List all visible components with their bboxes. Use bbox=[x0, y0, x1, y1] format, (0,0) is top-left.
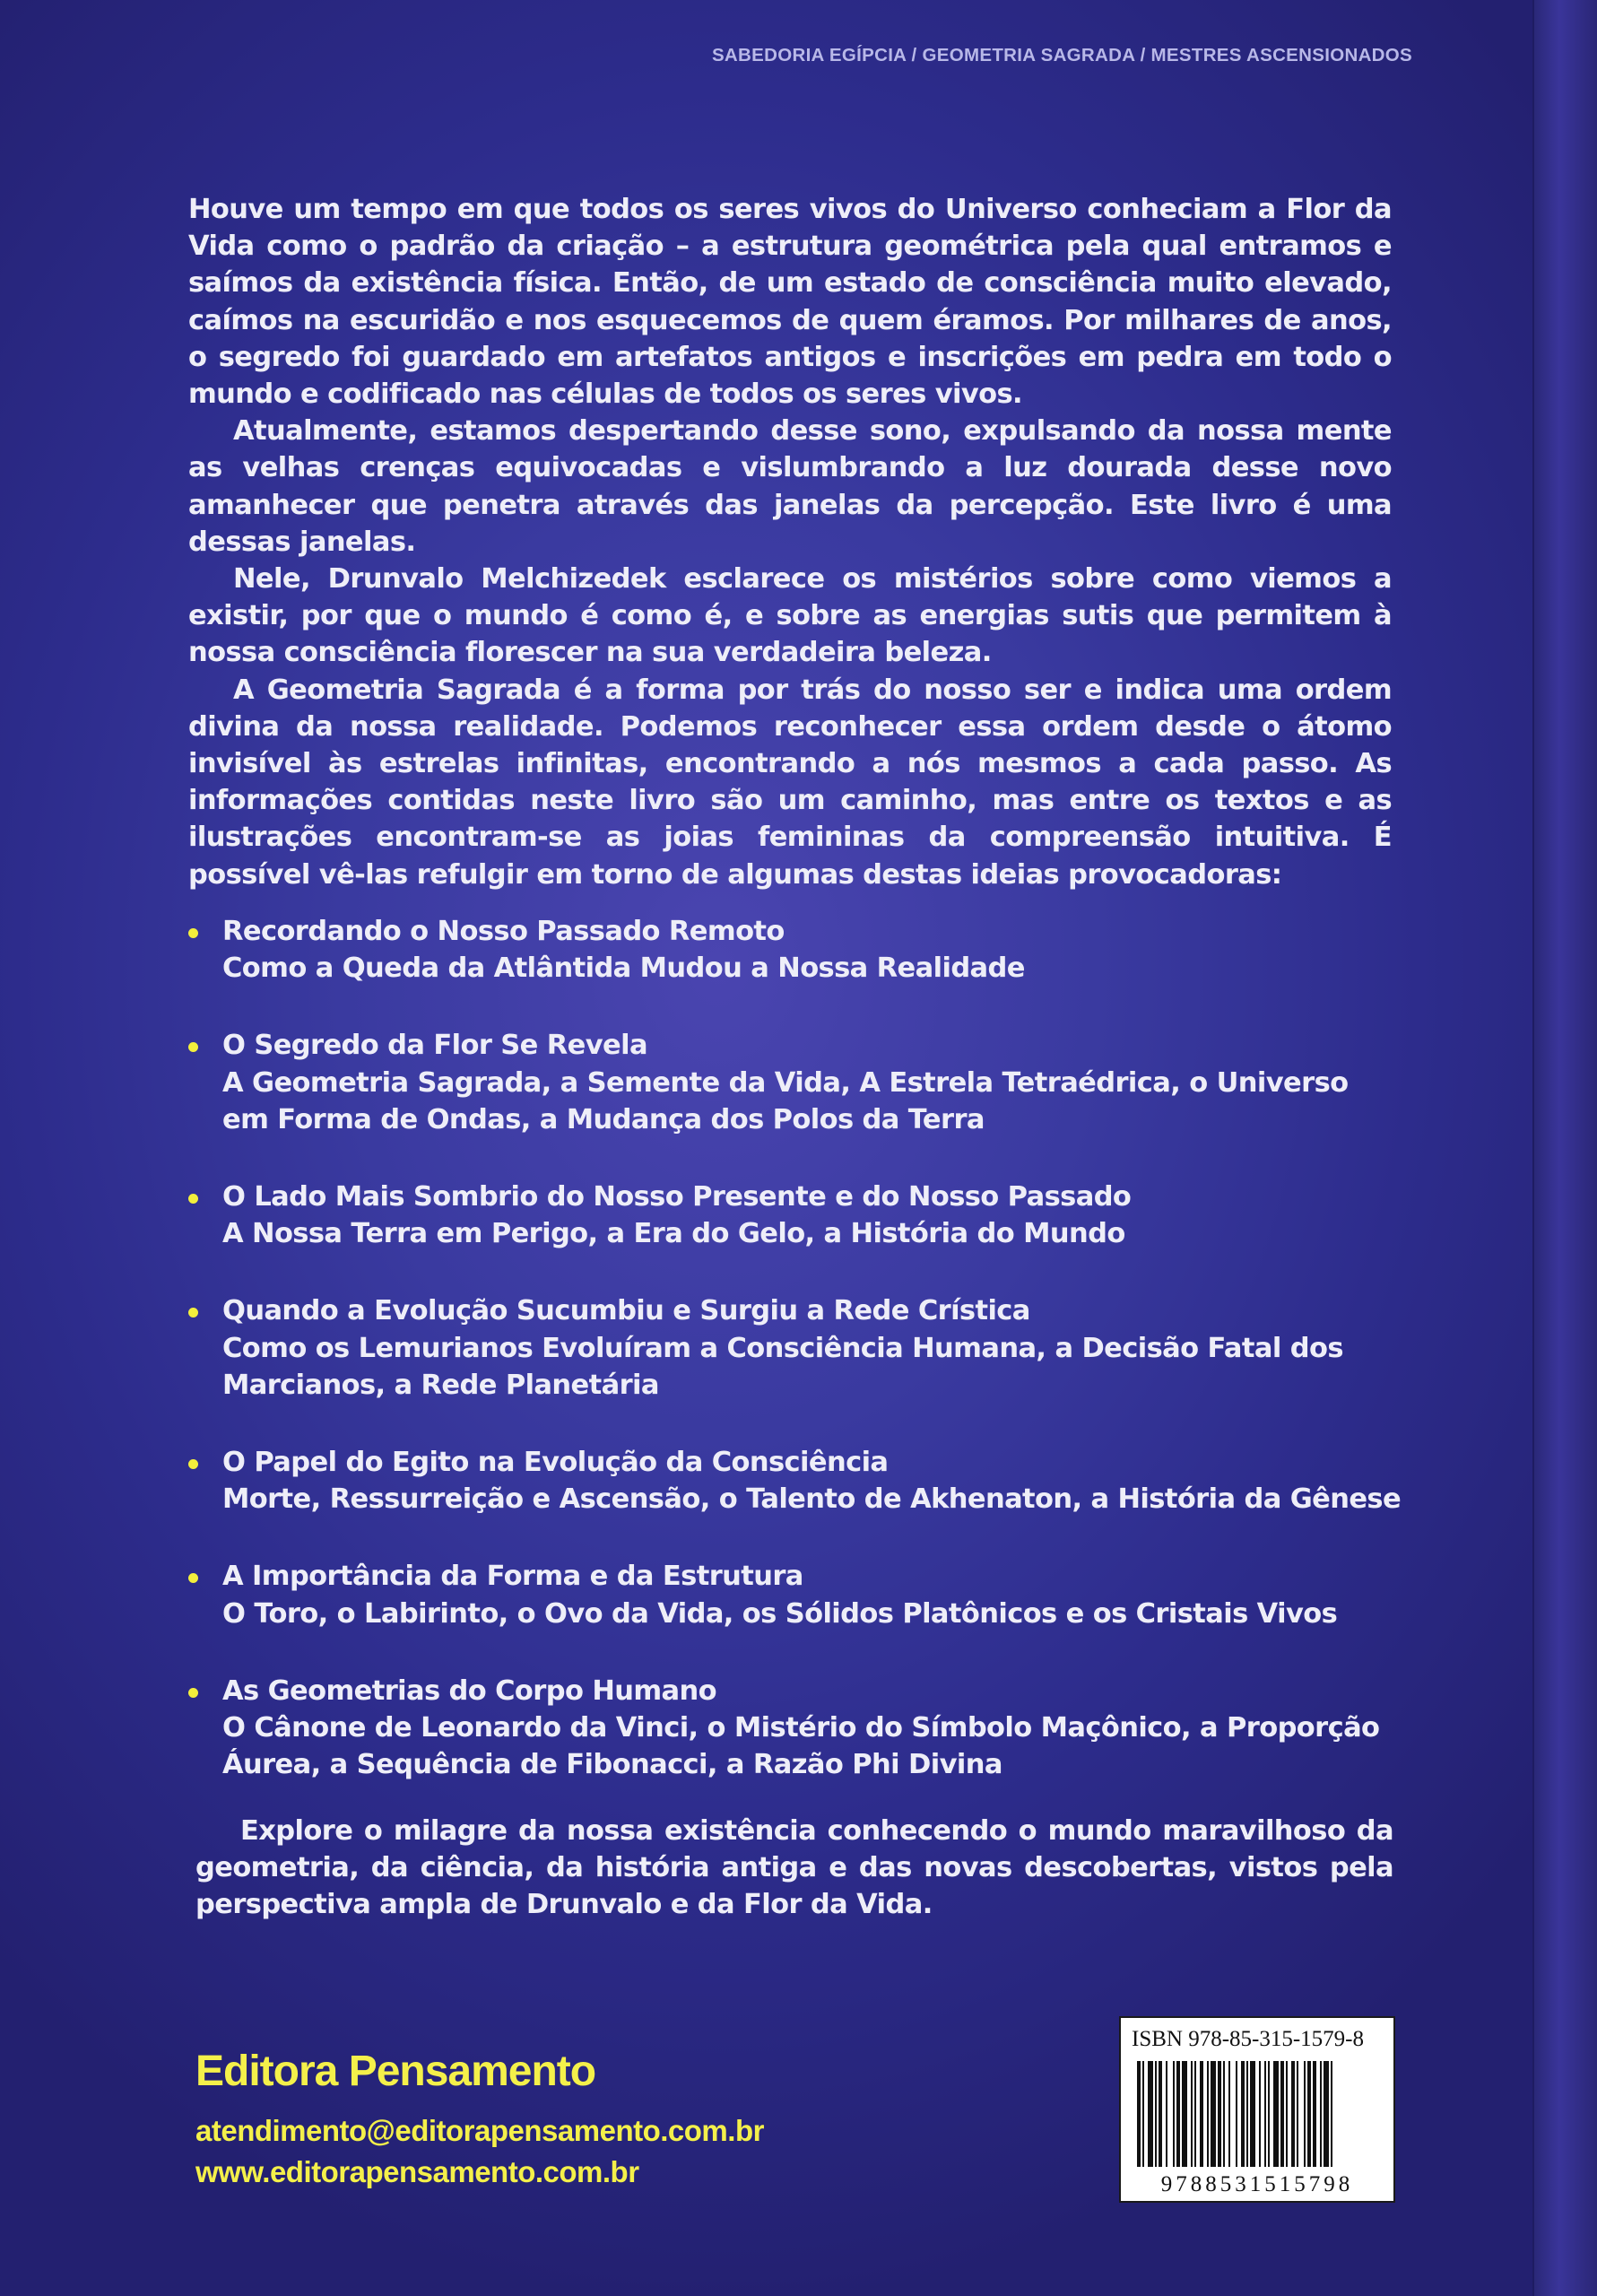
barcode-bar bbox=[1173, 2061, 1175, 2167]
topic-detail: O Cânone de Leonardo da Vinci, o Mistério do Símbolo Maçônico, a Proporção bbox=[222, 1712, 1380, 1744]
publisher-contact bbox=[195, 2110, 764, 2193]
barcode-bar bbox=[1259, 2061, 1261, 2167]
intro-paragraph: Nele, Drunvalo Melchizedek esclarece os mistérios sobre como viemos a existir, por que o mundo é como é, e sobre as energias sutis que permitem à nossa consciência florescer na sua verdadeira beleza. bbox=[188, 563, 1392, 669]
barcode-bar bbox=[1246, 2061, 1248, 2167]
barcode-bar bbox=[1137, 2061, 1141, 2167]
topic-title: O Papel do Egito na Evolução da Consciência bbox=[222, 1447, 889, 1479]
topic-item bbox=[188, 1444, 1426, 1518]
topic-item bbox=[188, 1292, 1426, 1404]
bullet-icon bbox=[188, 1459, 198, 1469]
barcode-bar bbox=[1148, 2061, 1153, 2167]
isbn-barcode bbox=[1119, 2016, 1395, 2203]
barcode-bar bbox=[1223, 2061, 1225, 2167]
topic-detail: Marcianos, a Rede Planetária bbox=[222, 1369, 659, 1401]
barcode-bar bbox=[1236, 2061, 1237, 2167]
bullet-icon bbox=[188, 1688, 198, 1698]
outro-text: Explore o milagre da nossa existência conhecendo o mundo maravilhoso da geometria, da ciência, da história antiga e das novas descobertas, vistos pela perspectiva ampla de Drunvalo e da Flor da Vida. bbox=[195, 1815, 1393, 1921]
topic-detail: A Nossa Terra em Perigo, a Era do Gelo, a História do Mundo bbox=[222, 1218, 1125, 1250]
topic-title: A Importância da Forma e da Estrutura bbox=[222, 1561, 803, 1593]
website-link[interactable]: www.editorapensamento.com.br bbox=[195, 2155, 639, 2188]
bullet-icon bbox=[188, 1042, 198, 1052]
topic-detail: em Forma de Ondas, a Mudança dos Polos da Terra bbox=[222, 1103, 985, 1135]
barcode-bar bbox=[1218, 2061, 1221, 2167]
barcode-bar bbox=[1191, 2061, 1193, 2167]
topic-item bbox=[188, 913, 1426, 987]
topic-item bbox=[188, 1558, 1426, 1631]
barcode-bar bbox=[1200, 2061, 1203, 2167]
barcode-bar bbox=[1331, 2061, 1332, 2167]
barcode-bar bbox=[1286, 2061, 1288, 2167]
barcode-bar bbox=[1228, 2061, 1230, 2167]
barcode-bar bbox=[1207, 2061, 1209, 2167]
barcode-bar bbox=[1313, 2061, 1316, 2167]
barcode-bar bbox=[1291, 2061, 1295, 2167]
isbn-label: ISBN 978-85-315-1579-8 bbox=[1132, 2027, 1365, 2051]
barcode-bar bbox=[1324, 2061, 1329, 2167]
barcode-bar bbox=[1159, 2061, 1162, 2167]
series-line: SABEDORIA EGÍPCIA / GEOMETRIA SAGRADA / MESTRES ASCENSIONADOS bbox=[711, 45, 1412, 65]
barcode-bar bbox=[1250, 2061, 1255, 2167]
barcode-bar bbox=[1241, 2061, 1245, 2167]
barcode-bar bbox=[1155, 2061, 1157, 2167]
topic-detail: Morte, Ressurreição e Ascensão, o Talento de Akhenaton, a História da Gênese bbox=[222, 1483, 1402, 1516]
bullet-icon bbox=[188, 928, 198, 938]
barcode-bars bbox=[1133, 2061, 1384, 2167]
intro-paragraph: Houve um tempo em que todos os seres vivos do Universo conheciam a Flor da Vida como o padrão da criação – a estrutura geométrica pela qual entramos e saímos da existência física. Então, de um estado de consciência muito elevado, caímos na escuridão e nos esquecemos de quem éramos. Por milhares de anos, o segredo foi guardado em artefatos antigos e inscrições em pedra em todo o mundo e codificado nas células de todos os seres vivos. bbox=[188, 194, 1392, 411]
intro-text bbox=[188, 191, 1392, 893]
barcode-digits: 9788531515798 bbox=[1160, 2172, 1354, 2196]
barcode-bar bbox=[1166, 2061, 1167, 2167]
barcode-bar bbox=[1176, 2061, 1180, 2167]
barcode-bar bbox=[1211, 2061, 1216, 2167]
publisher-name: Editora Pensamento bbox=[195, 2048, 596, 2095]
barcode-bar bbox=[1264, 2061, 1266, 2167]
topic-detail: A Geometria Sagrada, a Semente da Vida, A Estrela Tetraédrica, o Universo bbox=[222, 1066, 1349, 1099]
barcode-bar bbox=[1182, 2061, 1187, 2167]
barcode-bar bbox=[1273, 2061, 1279, 2167]
barcode-bar bbox=[1142, 2061, 1144, 2167]
topic-detail: O Toro, o Labirinto, o Ovo da Vida, os Sólidos Platônicos e os Cristais Vivos bbox=[222, 1597, 1338, 1630]
bullet-icon bbox=[188, 1308, 198, 1318]
intro-paragraph: A Geometria Sagrada é a forma por trás do nosso ser e indica uma ordem divina da nossa realidade. Podemos reconhecer essa ordem desde o átomo invisível às estrelas infinitas, encontrando a nós mesmos a cada passo. As informações contidas neste livro são um caminho, mas entre os textos e as ilustrações encontram-se as joias femininas da compreensão intuitiva. É possível vê-las refulgir em torno de algumas destas ideias provocadoras: bbox=[188, 674, 1392, 891]
topic-title: O Lado Mais Sombrio do Nosso Presente e do Nosso Passado bbox=[222, 1181, 1132, 1213]
bullet-icon bbox=[188, 1573, 198, 1583]
barcode-bar bbox=[1307, 2061, 1311, 2167]
bullet-icon bbox=[188, 1194, 198, 1204]
barcode-bar bbox=[1297, 2061, 1298, 2167]
barcode-bar bbox=[1320, 2061, 1322, 2167]
topic-detail: Como a Queda da Atlântida Mudou a Nossa Realidade bbox=[222, 952, 1025, 985]
barcode-bar bbox=[1304, 2061, 1306, 2167]
intro-paragraph: Atualmente, estamos despertando desse sono, expulsando da nossa mente as velhas crenças equivocadas e vislumbrando a luz dourada desse novo amanhecer que penetra através das janelas da percepção. Este livro é uma dessas janelas. bbox=[188, 415, 1392, 558]
topic-item bbox=[188, 1027, 1426, 1138]
topic-list bbox=[188, 913, 1426, 1823]
topic-detail: Áurea, a Sequência de Fibonacci, a Razão Phi Divina bbox=[222, 1749, 1002, 1781]
email-link[interactable]: atendimento@editorapensamento.com.br bbox=[195, 2114, 764, 2147]
topic-item bbox=[188, 1673, 1426, 1784]
topic-item bbox=[188, 1178, 1426, 1252]
topic-title: As Geometrias do Corpo Humano bbox=[222, 1674, 717, 1707]
barcode-bar bbox=[1268, 2061, 1270, 2167]
barcode-bar bbox=[1280, 2061, 1284, 2167]
topic-title: Recordando o Nosso Passado Remoto bbox=[222, 916, 785, 947]
barcode-bar bbox=[1194, 2061, 1196, 2167]
topic-detail: Como os Lemurianos Evoluíram a Consciência Humana, a Decisão Fatal dos bbox=[222, 1332, 1343, 1364]
book-spine bbox=[1532, 0, 1597, 2296]
topic-title: Quando a Evolução Sucumbiu e Surgiu a Rede Crística bbox=[222, 1295, 1030, 1327]
topic-title: O Segredo da Flor Se Revela bbox=[222, 1030, 647, 1062]
